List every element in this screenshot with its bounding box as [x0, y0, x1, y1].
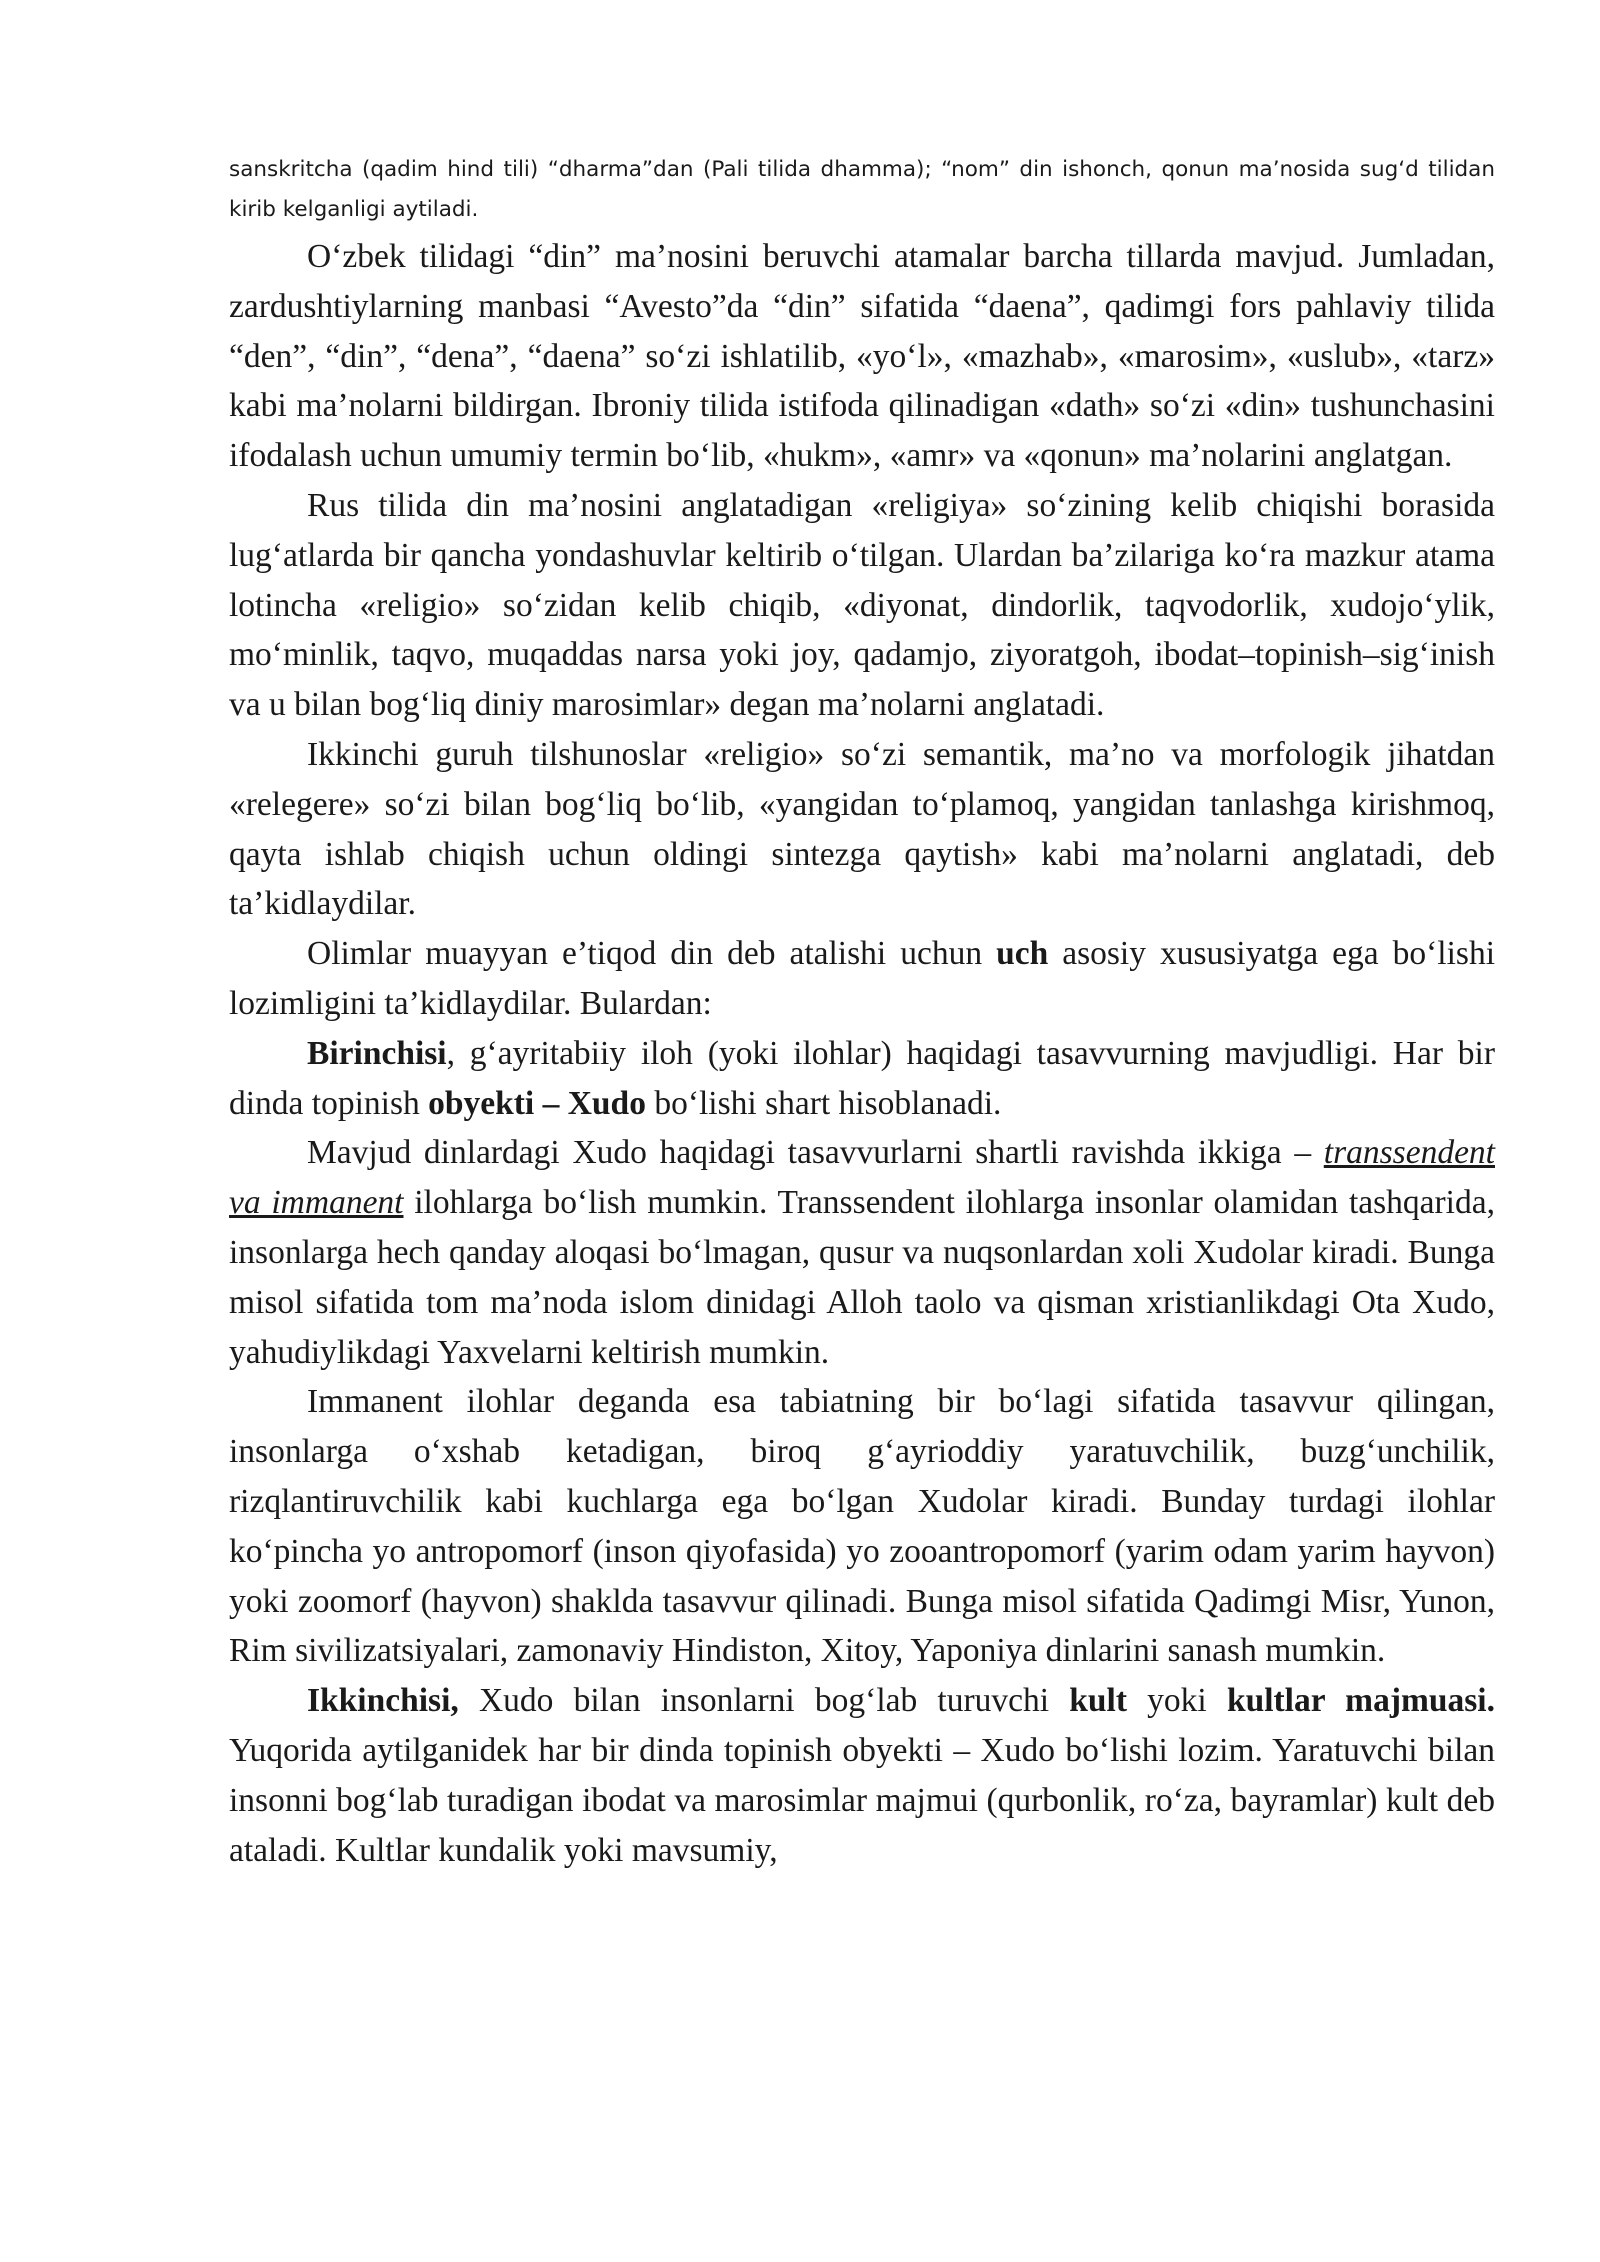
- text-segment: Mavjud dinlardagi Xudo haqidagi tasavvurlarni shartli ravishda ikkiga –: [307, 1134, 1324, 1172]
- italic-term-transsendent-immanent: transsendent va immanent: [229, 1134, 1495, 1222]
- text-segment: , g‘ayritabiiy iloh (yoki ilohlar) haqidagi tasavvurning mavjudligi. Har bir dinda topinish: [229, 1034, 1495, 1122]
- text-segment: yoki: [1127, 1682, 1227, 1720]
- paragraph-din-terms: O‘zbek tilidagi “din” ma’nosini beruvchi atamalar barcha tillarda mavjud. Jumladan, zardushtiylarning manbasi “Avesto”da “din” sifatida “daena”, qadimgi fors pahlaviy tilida “den”, “din”, “dena”, “daena” so‘zi ishlatilib, «yo‘l», «mazhab», «marosim», «uslub», «tarz» kabi ma’nolarni bildirgan. Ibroniy tilida istifoda qilinadigan «dath» so‘zi «din» tushunchasini ifodalash uchun umumiy termin bo‘lib, «hukm», «amr» va «qonun» ma’nolarini anglatgan.: [229, 238, 1495, 475]
- bold-term-ikkinchisi: Ikkinchisi,: [307, 1682, 459, 1720]
- bold-term-uch: uch: [996, 935, 1049, 973]
- text-segment: Yuqorida aytilganidek har bir dinda topinish obyekti – Xudo bo‘lishi lozim. Yaratuvchi bilan insonni bog‘lab turadigan ibodat va marosimlar majmui (qurbonlik, ro‘za, bayramlar) kult deb ataladi. Kultlar kundalik yoki mavsumiy,: [229, 1731, 1495, 1869]
- bold-term-kult: kult: [1069, 1682, 1127, 1720]
- footnote-text: sanskritcha (qadim hind tili) “dharma”dan (Pali tilida dhamma); “nom” din ishonch, qonun ma’nosida sug‘d tilidan kirib kelganligi aytiladi.: [229, 157, 1495, 222]
- bold-term-birinchisi: Birinchisi: [307, 1034, 447, 1072]
- paragraph-transcendent-immanent: [229, 1128, 1495, 1377]
- bold-term-kultlar-majmuasi: kultlar majmuasi.: [1226, 1682, 1495, 1720]
- paragraph-relegere: Ikkinchi guruh tilshunoslar «religio» so‘zi semantik, ma’no va morfologik jihatdan «relegere» so‘zi bilan bog‘liq bo‘lib, «yangidan to‘plamoq, yangidan tanlashga kirishmoq, qayta ishlab chiqish uchun oldingi sintezga qaytish» kabi ma’nolarni anglatadi, deb ta’kidlaydilar.: [229, 735, 1495, 923]
- paragraph-religiya-origin: Rus tilida din ma’nosini anglatadigan «religiya» so‘zining kelib chiqishi borasida lug‘atlarda bir qancha yondashuvlar keltirib o‘tilgan. Ulardan ba’zilariga ko‘ra mazkur atama lotincha «religio» so‘zidan kelib chiqib, «diyonat, dindorlik, taqvodorlik, xudojo‘ylik, mo‘minlik, taqvo, muqaddas narsa yoki joy, qadamjo, ziyoratgoh, ibodat–topinish–sig‘inish va u bilan bog‘liq diniy marosimlar» degan ma’nolarni anglatadi.: [229, 486, 1495, 724]
- bold-term-obyekti-xudo: obyekti – Xudo: [428, 1084, 646, 1122]
- paragraph-immanent-gods: Immanent ilohlar deganda esa tabiatning bir bo‘lagi sifatida tasavvur qilingan, insonlarga o‘xshab ketadigan, biroq g‘ayrioddiy yaratuvchilik, buzg‘unchilik, rizqlantiruvchilik kabi kuchlarga ega bo‘lgan Xudolar kiradi. Bunday turdagi ilohlar ko‘pincha yo antropomorf (inson qiyofasida) yo zooantropomorf (yarim odam yarim hayvon) yoki zoomorf (hayvon) shaklda tasavvur qilinadi. Bunga misol sifatida Qadimgi Misr, Yunon, Rim sivilizatsiyalari, zamonaviy Hindiston, Xitoy, Yaponiya dinlarini sanash mumkin.: [229, 1383, 1495, 1670]
- paragraph-first-feature: [229, 1029, 1495, 1129]
- text-segment: ilohlarga bo‘lish mumkin. Transsendent ilohlarga insonlar olamidan tashqarida, insonlarga hech qanday aloqasi bo‘lmagan, qusur va nuqsonlardan xoli Xudolar kiradi. Bunga misol sifatida tom ma’noda islom dinidagi Alloh taolo va qisman xristianlikdagi Ota Xudo, yahudiylikdagi Yaxvelarni keltirish mumkin.: [229, 1184, 1495, 1371]
- document-page: [229, 150, 1495, 1875]
- paragraph-second-feature: [229, 1676, 1495, 1875]
- text-segment: bo‘lishi shart hisoblanadi.: [645, 1084, 1002, 1122]
- paragraph-three-features: [229, 929, 1495, 1029]
- text-segment: Olimlar muayyan e’tiqod din deb atalishi uchun: [307, 935, 997, 973]
- text-segment: asosiy xususiyatga ega bo‘lishi lozimligini ta’kidlaydilar. Bulardan:: [229, 935, 1495, 1022]
- text-segment: Xudo bilan insonlarni bog‘lab turuvchi: [458, 1682, 1070, 1720]
